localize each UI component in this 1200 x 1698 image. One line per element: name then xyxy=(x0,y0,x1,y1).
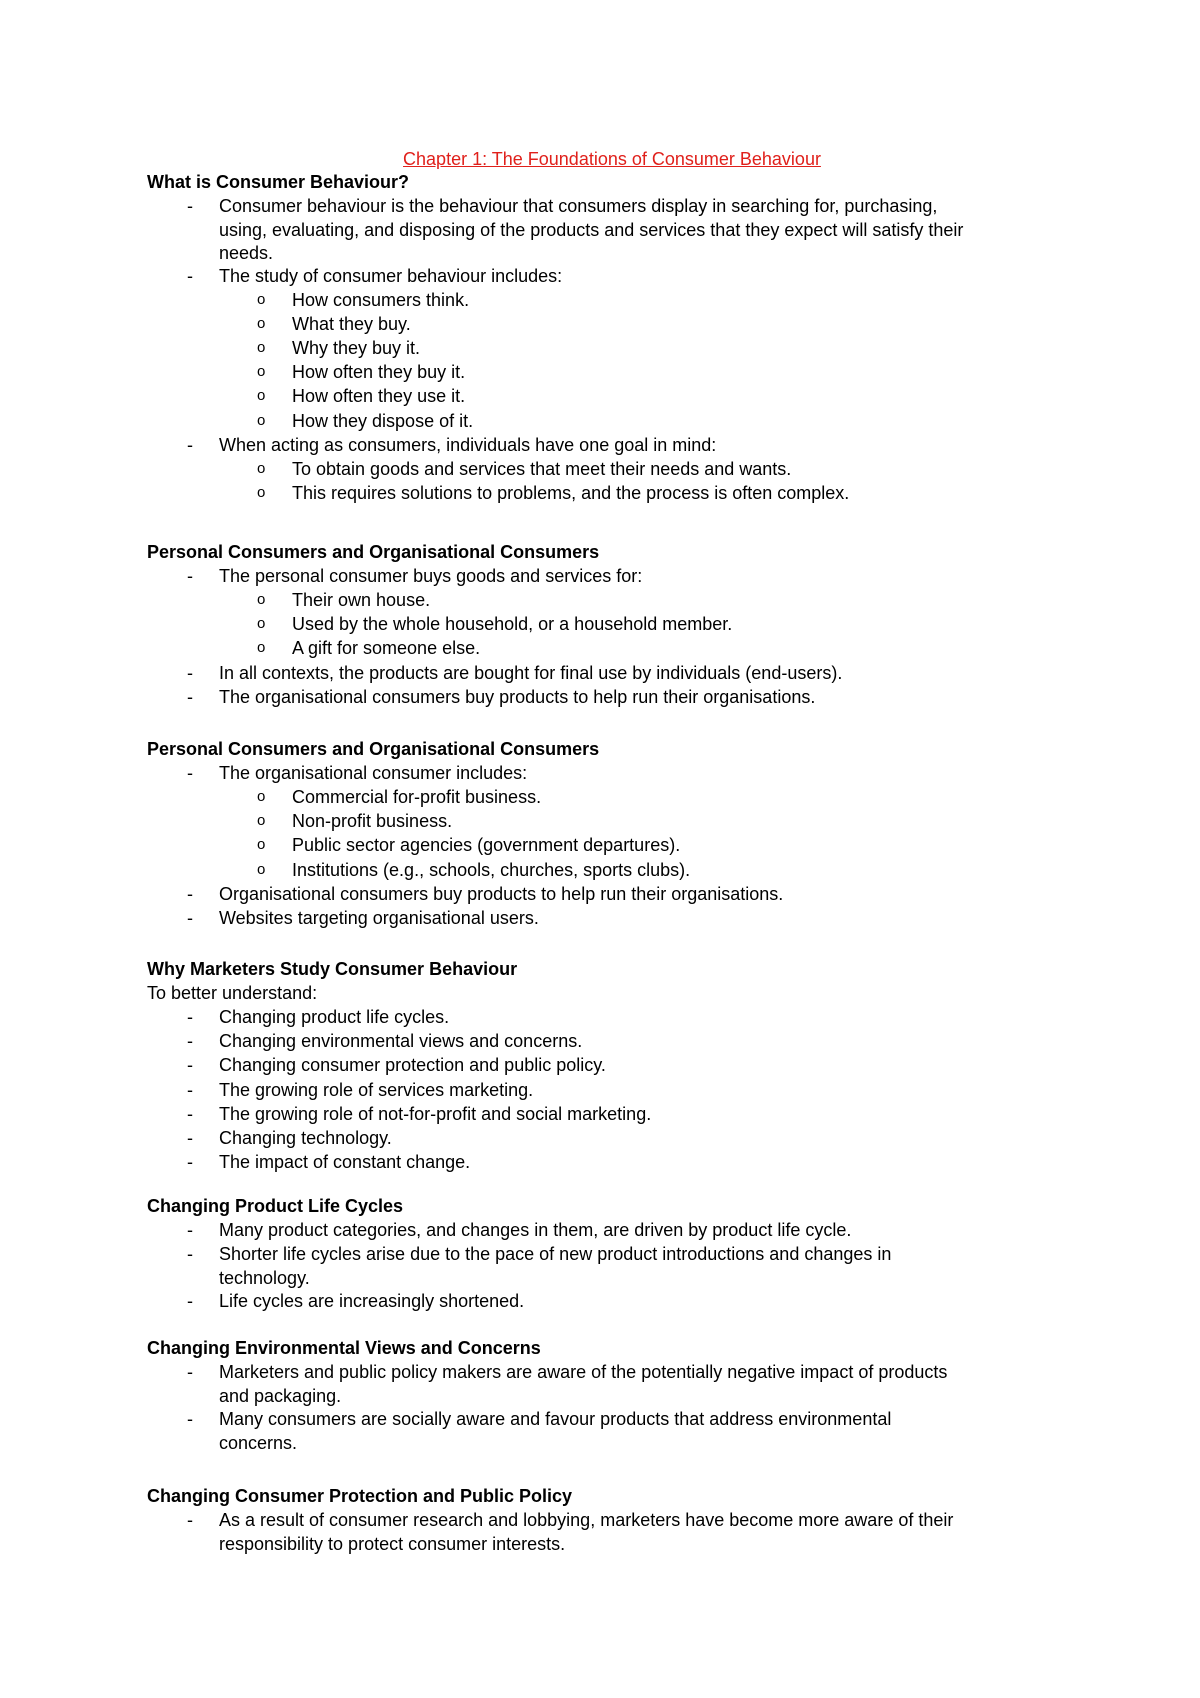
sublist-item-text: This requires solutions to problems, and the process is often complex. xyxy=(292,482,850,503)
sublist-item-text: Their own house. xyxy=(292,590,431,611)
circle-bullet: o xyxy=(257,860,266,878)
dash-bullet: - xyxy=(187,1220,193,1241)
list-item-text: needs. xyxy=(219,243,274,264)
dash-bullet: - xyxy=(187,1079,193,1100)
section-intro: To better understand: xyxy=(147,983,318,1004)
dash-bullet: - xyxy=(187,434,193,455)
dash-bullet: - xyxy=(187,1291,193,1312)
sublist-item-text: Used by the whole household, or a household member. xyxy=(292,614,733,635)
circle-bullet: o xyxy=(257,836,266,854)
list-item-text: The impact of constant change. xyxy=(219,1151,471,1172)
dash-bullet: - xyxy=(187,1031,193,1052)
list-item-text: Life cycles are increasingly shortened. xyxy=(219,1291,525,1312)
list-item-text: and packaging. xyxy=(219,1386,342,1407)
list-item-text: Many consumers are socially aware and favour products that address environmental xyxy=(219,1409,892,1430)
list-item-text: The growing role of services marketing. xyxy=(219,1079,534,1100)
sublist-item-text: Public sector agencies (government departures). xyxy=(292,835,681,856)
dash-bullet: - xyxy=(187,883,193,904)
list-item-text: Marketers and public policy makers are aware of the potentially negative impact of products xyxy=(219,1362,948,1383)
circle-bullet: o xyxy=(257,812,266,830)
circle-bullet: o xyxy=(257,339,266,357)
sublist-item-text: What they buy. xyxy=(292,314,411,335)
circle-bullet: o xyxy=(257,591,266,609)
circle-bullet: o xyxy=(257,615,266,633)
document-title: Chapter 1: The Foundations of Consumer Behaviour xyxy=(403,149,821,169)
list-item-text: Many product categories, and changes in them, are driven by product life cycle. xyxy=(219,1220,852,1241)
list-item-text: The organisational consumer includes: xyxy=(219,763,528,784)
sublist-item-text: How they dispose of it. xyxy=(292,410,474,431)
circle-bullet: o xyxy=(257,363,266,381)
circle-bullet: o xyxy=(257,387,266,405)
section-heading: What is Consumer Behaviour? xyxy=(147,172,410,192)
dash-bullet: - xyxy=(187,1151,193,1172)
sublist-item-text: How often they buy it. xyxy=(292,362,466,383)
dash-bullet: - xyxy=(187,1127,193,1148)
circle-bullet: o xyxy=(257,459,266,477)
sublist-item-text: To obtain goods and services that meet their needs and wants. xyxy=(292,458,792,479)
list-item-text: using, evaluating, and disposing of the products and services that they expect will satisfy their xyxy=(219,220,964,241)
dash-bullet: - xyxy=(187,1007,193,1028)
list-item-text: Shorter life cycles arise due to the pace of new product introductions and changes in xyxy=(219,1244,892,1265)
section-heading: Changing Consumer Protection and Public Policy xyxy=(147,1486,573,1506)
list-item-text: When acting as consumers, individuals have one goal in mind: xyxy=(219,434,717,455)
dash-bullet: - xyxy=(187,662,193,683)
section-heading: Why Marketers Study Consumer Behaviour xyxy=(147,959,518,979)
list-item-text: The organisational consumers buy products to help run their organisations. xyxy=(219,686,816,707)
section-heading: Personal Consumers and Organisational Consumers xyxy=(147,542,600,562)
circle-bullet: o xyxy=(257,291,266,309)
dash-bullet: - xyxy=(187,907,193,928)
dash-bullet: - xyxy=(187,1103,193,1124)
dash-bullet: - xyxy=(187,196,193,217)
list-item-text: Websites targeting organisational users. xyxy=(219,907,539,928)
sublist-item-text: A gift for someone else. xyxy=(292,638,481,659)
section-heading: Personal Consumers and Organisational Consumers xyxy=(147,739,600,759)
dash-bullet: - xyxy=(187,1244,193,1265)
dash-bullet: - xyxy=(187,1409,193,1430)
list-item-text: Consumer behaviour is the behaviour that consumers display in searching for, purchasing, xyxy=(219,196,938,217)
list-item-text: The study of consumer behaviour includes: xyxy=(219,265,563,286)
dash-bullet: - xyxy=(187,265,193,286)
sublist-item-text: Commercial for-profit business. xyxy=(292,787,542,808)
sublist-item-text: Why they buy it. xyxy=(292,338,421,359)
dash-bullet: - xyxy=(187,1510,193,1531)
sublist-item-text: Non-profit business. xyxy=(292,811,453,832)
section-heading: Changing Product Life Cycles xyxy=(147,1196,404,1216)
list-item-text: Changing product life cycles. xyxy=(219,1007,450,1028)
circle-bullet: o xyxy=(257,639,266,657)
circle-bullet: o xyxy=(257,315,266,333)
sublist-item-text: Institutions (e.g., schools, churches, sports clubs). xyxy=(292,859,691,880)
sublist-item-text: How consumers think. xyxy=(292,290,470,311)
list-item-text: In all contexts, the products are bought for final use by individuals (end-users). xyxy=(219,662,843,683)
section-heading: Changing Environmental Views and Concerns xyxy=(147,1338,541,1358)
list-item-text: concerns. xyxy=(219,1433,298,1454)
list-item-text: Changing environmental views and concerns. xyxy=(219,1031,583,1052)
dash-bullet: - xyxy=(187,566,193,587)
circle-bullet: o xyxy=(257,411,266,429)
list-item-text: Organisational consumers buy products to help run their organisations. xyxy=(219,883,784,904)
list-item-text: Changing consumer protection and public policy. xyxy=(219,1055,606,1076)
list-item-text: The personal consumer buys goods and services for: xyxy=(219,566,643,587)
dash-bullet: - xyxy=(187,1362,193,1383)
list-item-text: The growing role of not-for-profit and social marketing. xyxy=(219,1103,652,1124)
list-item-text: responsibility to protect consumer interests. xyxy=(219,1534,566,1555)
sublist-item-text: How often they use it. xyxy=(292,386,466,407)
list-item-text: technology. xyxy=(219,1268,310,1289)
dash-bullet: - xyxy=(187,763,193,784)
circle-bullet: o xyxy=(257,788,266,806)
circle-bullet: o xyxy=(257,483,266,501)
list-item-text: Changing technology. xyxy=(219,1127,392,1148)
dash-bullet: - xyxy=(187,686,193,707)
dash-bullet: - xyxy=(187,1055,193,1076)
list-item-text: As a result of consumer research and lobbying, marketers have become more aware of their xyxy=(219,1510,954,1531)
